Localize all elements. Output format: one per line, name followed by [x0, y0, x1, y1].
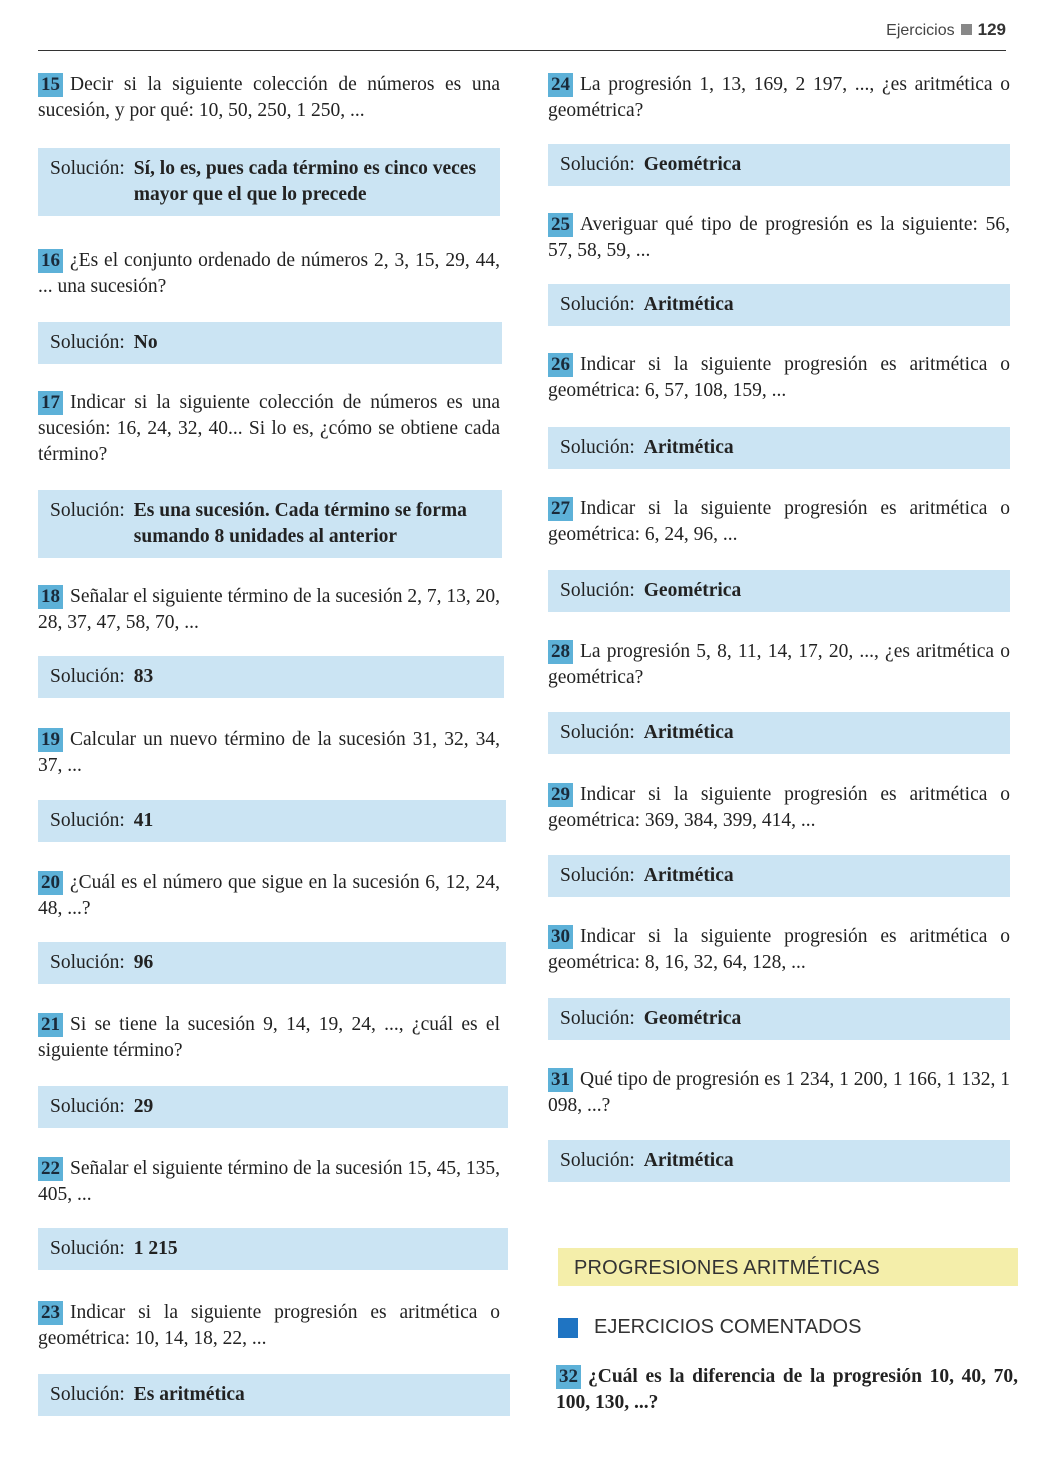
solution-23 [38, 1374, 510, 1416]
exercise-number: 30 [548, 925, 573, 949]
exercise-15 [38, 72, 500, 124]
question-text: Decir si la siguiente colección de números es una sucesión, y por qué: 10, 50, 250, 1 250, ... [38, 74, 500, 121]
question-text: Indicar si la siguiente progresión es aritmética o geométrica: 8, 16, 32, 64, 128, ... [548, 926, 1010, 973]
exercise-20 [38, 870, 500, 922]
question-text: Indicar si la siguiente progresión es aritmética o geométrica: 6, 24, 96, ... [548, 498, 1010, 545]
exercise-number: 24 [548, 73, 573, 97]
exercise-19 [38, 727, 500, 779]
question-text: ¿Cuál es la diferencia de la progresión 10, 40, 70, 100, 130, ...? [556, 1366, 1018, 1413]
solution-31 [548, 1140, 1010, 1182]
exercise-25 [548, 212, 1010, 264]
exercise-question [548, 924, 1010, 976]
subsection-heading [558, 1316, 861, 1339]
solution-label: Solución: [50, 332, 125, 353]
solution-30 [548, 998, 1010, 1040]
solution-label: Solución: [560, 294, 635, 315]
exercise-22 [38, 1156, 500, 1208]
solution-text: Geométrica [643, 154, 742, 175]
question-text: Indicar si la siguiente colección de números es una sucesión: 16, 24, 32, 40... Si lo es, ¿cómo se obtiene cada término? [38, 392, 500, 465]
solution-label: Solución: [560, 580, 635, 601]
exercise-question [38, 1156, 500, 1208]
solution-label: Solución: [50, 1096, 125, 1117]
exercise-number: 19 [38, 728, 63, 752]
solution-label: Solución: [50, 810, 125, 831]
solution-label: Solución: [50, 158, 125, 179]
exercise-26 [548, 352, 1010, 404]
solution-text: Sí, lo es, pues cada término es cinco veces mayor que el que lo precede [133, 158, 477, 205]
exercise-number: 25 [548, 213, 573, 237]
exercise-24 [548, 72, 1010, 124]
exercise-question [548, 352, 1010, 404]
solution-18 [38, 656, 504, 698]
question-text: Si se tiene la sucesión 9, 14, 19, 24, ..., ¿cuál es el siguiente término? [38, 1014, 500, 1061]
exercise-number: 22 [38, 1157, 63, 1181]
exercise-18 [38, 584, 500, 636]
solution-label: Solución: [560, 1008, 635, 1029]
exercise-28 [548, 639, 1010, 691]
solution-text: Es una sucesión. Cada término se forma sumando 8 unidades al anterior [133, 500, 467, 547]
header-square-icon [961, 24, 972, 35]
solution-text: 83 [133, 666, 154, 687]
exercise-number: 23 [38, 1301, 63, 1325]
solution-25 [548, 284, 1010, 326]
question-text: ¿Cuál es el número que sigue en la sucesión 6, 12, 24, 48, ...? [38, 872, 500, 919]
exercise-number: 20 [38, 871, 63, 895]
solution-text: Aritmética [643, 437, 734, 458]
exercise-31 [548, 1067, 1010, 1119]
solution-20 [38, 942, 506, 984]
exercise-question [548, 72, 1010, 124]
solution-text: Es aritmética [133, 1384, 245, 1405]
solution-label: Solución: [560, 865, 635, 886]
exercise-number: 29 [548, 783, 573, 807]
solution-label: Solución: [50, 500, 125, 521]
solution-28 [548, 712, 1010, 754]
exercise-23 [38, 1300, 500, 1352]
exercise-question [548, 1067, 1010, 1119]
question-text: La progresión 5, 8, 11, 14, 17, 20, ..., ¿es aritmética o geométrica? [548, 641, 1010, 688]
solution-label: Solución: [560, 1150, 635, 1171]
exercise-number: 31 [548, 1068, 573, 1092]
exercise-question [38, 248, 500, 300]
exercise-question [38, 72, 500, 124]
exercise-21 [38, 1012, 500, 1064]
square-bullet-icon [558, 1318, 578, 1338]
exercise-number: 26 [548, 353, 573, 377]
exercise-29 [548, 782, 1010, 834]
solution-21 [38, 1086, 508, 1128]
exercise-30 [548, 924, 1010, 976]
solution-text: 96 [133, 952, 154, 973]
page-number: 129 [977, 20, 1006, 39]
solution-text: Aritmética [643, 1150, 734, 1171]
question-text: ¿Es el conjunto ordenado de números 2, 3, 15, 29, 44, ... una sucesión? [38, 250, 500, 297]
exercise-16 [38, 248, 500, 300]
solution-label: Solución: [560, 722, 635, 743]
exercise-number: 28 [548, 640, 573, 664]
exercise-question [548, 496, 1010, 548]
solution-label: Solución: [50, 952, 125, 973]
question-text: Qué tipo de progresión es 1 234, 1 200, 1 166, 1 132, 1 098, ...? [548, 1069, 1010, 1116]
exercise-question [38, 584, 500, 636]
solution-label: Solución: [50, 1238, 125, 1259]
exercise-27 [548, 496, 1010, 548]
solution-text: 41 [133, 810, 154, 831]
solution-text: Aritmética [643, 865, 734, 886]
question-text: Señalar el siguiente término de la sucesión 15, 45, 135, 405, ... [38, 1158, 500, 1205]
solution-16 [38, 322, 502, 364]
header-section: Ejercicios [886, 22, 955, 39]
exercise-number: 17 [38, 391, 63, 415]
solution-text: Geométrica [643, 1008, 742, 1029]
exercise-number: 21 [38, 1013, 63, 1037]
exercise-question [548, 782, 1010, 834]
solution-15 [38, 148, 500, 216]
exercise-question [38, 870, 500, 922]
solution-27 [548, 570, 1010, 612]
exercise-question [38, 1300, 500, 1352]
exercise-number: 32 [556, 1365, 581, 1389]
exercise-question [548, 639, 1010, 691]
question-text: Indicar si la siguiente progresión es aritmética o geométrica: 10, 14, 18, 22, ... [38, 1302, 500, 1349]
solution-text: Aritmética [643, 722, 734, 743]
exercise-question [556, 1364, 1018, 1416]
exercise-32 [556, 1364, 1018, 1416]
question-text: Señalar el siguiente término de la sucesión 2, 7, 13, 20, 28, 37, 47, 58, 70, ... [38, 586, 500, 633]
exercise-question [38, 727, 500, 779]
solution-22 [38, 1228, 508, 1270]
exercise-question [548, 212, 1010, 264]
solution-text: No [133, 332, 158, 353]
solution-label: Solución: [560, 154, 635, 175]
exercise-number: 16 [38, 249, 63, 273]
question-text: Calcular un nuevo término de la sucesión 31, 32, 34, 37, ... [38, 729, 500, 776]
question-text: La progresión 1, 13, 169, 2 197, ..., ¿es aritmética o geométrica? [548, 74, 1010, 121]
question-text: Indicar si la siguiente progresión es aritmética o geométrica: 369, 384, 399, 414, ... [548, 784, 1010, 831]
solution-label: Solución: [50, 1384, 125, 1405]
solution-label: Solución: [50, 666, 125, 687]
exercise-number: 15 [38, 73, 63, 97]
solution-label: Solución: [560, 437, 635, 458]
solution-26 [548, 427, 1010, 469]
section-heading: PROGRESIONES ARITMÉTICAS [558, 1248, 1018, 1286]
solution-text: 1 215 [133, 1238, 178, 1259]
page-header [38, 14, 1006, 51]
exercise-17 [38, 390, 500, 468]
exercise-number: 27 [548, 497, 573, 521]
exercise-number: 18 [38, 585, 63, 609]
solution-text: Aritmética [643, 294, 734, 315]
solution-17 [38, 490, 502, 558]
exercise-question [38, 1012, 500, 1064]
subsection-title: EJERCICIOS COMENTADOS [594, 1316, 862, 1338]
solution-text: 29 [133, 1096, 154, 1117]
header-running-title [886, 20, 1006, 40]
question-text: Indicar si la siguiente progresión es aritmética o geométrica: 6, 57, 108, 159, ... [548, 354, 1010, 401]
exercise-question [38, 390, 500, 468]
solution-19 [38, 800, 506, 842]
solution-text: Geométrica [643, 580, 742, 601]
solution-24 [548, 144, 1010, 186]
solution-29 [548, 855, 1010, 897]
question-text: Averiguar qué tipo de progresión es la siguiente: 56, 57, 58, 59, ... [548, 214, 1010, 261]
